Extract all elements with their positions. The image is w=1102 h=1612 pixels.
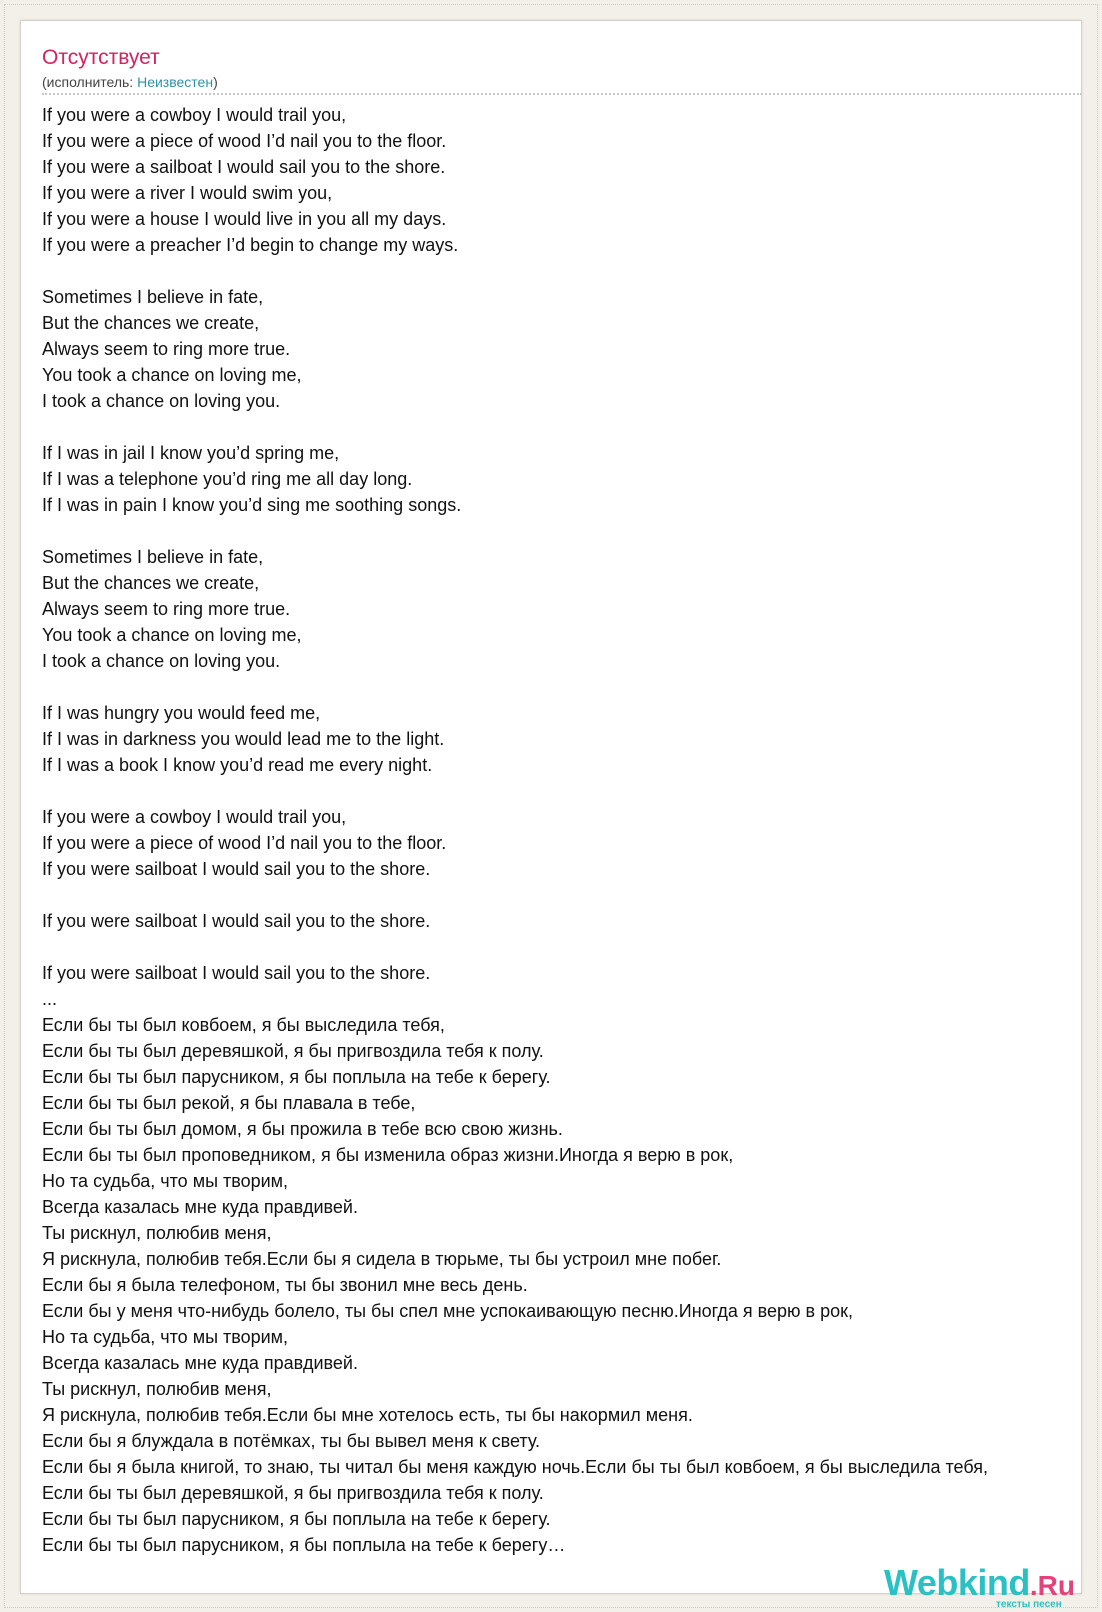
lyric-line: If you were a cowboy I would trail you, [42,807,347,827]
lyric-line: Ты рискнул, полюбив меня, [42,1223,272,1243]
artist-line [42,73,218,91]
lyric-line: Если бы я блуждала в потёмках, ты бы вывел меня к свету. [42,1431,541,1451]
lyric-line: But the chances we create, [42,573,260,593]
lyric-line: If I was in darkness you would lead me to the light. [42,729,445,749]
lyrics-text [42,102,1102,1558]
lyric-line: Всегда казалась мне куда правдивей. [42,1197,358,1217]
lyric-line: If you were a preacher I’d begin to change my ways. [42,235,459,255]
lyric-line: Always seem to ring more true. [42,599,291,619]
lyric-line: Но та судьба, что мы творим, [42,1327,289,1347]
lyric-line: Если бы я была книгой, то знаю, ты читал бы меня каждую ночь.Если бы ты был ковбоем, я бы выследила тебя, [42,1457,989,1477]
lyric-line: If you were a house I would live in you all my days. [42,209,447,229]
header-divider [42,93,1082,95]
lyric-line: Если бы ты был ковбоем, я бы выследила тебя, [42,1015,445,1035]
lyric-line: Всегда казалась мне куда правдивей. [42,1353,358,1373]
lyric-line: If you were sailboat I would sail you to the shore. [42,859,431,879]
lyric-line: If you were sailboat I would sail you to the shore. [42,911,431,931]
lyric-line: Если бы ты был рекой, я бы плавала в тебе, [42,1093,416,1113]
lyric-line: Sometimes I believe in fate, [42,547,264,567]
lyric-line: Ты рискнул, полюбив меня, [42,1379,272,1399]
song-title: Отсутствует [42,46,160,69]
lyric-line: If I was in pain I know you’d sing me soothing songs. [42,495,462,515]
logo-tagline: тексты песен [996,1599,1062,1610]
lyric-line: If you were a cowboy I would trail you, [42,105,347,125]
webkind-logo [884,1562,1074,1608]
artist-suffix: ) [213,74,218,90]
lyric-line: I took a chance on loving you. [42,391,281,411]
lyric-blank-line [42,778,1102,804]
lyric-line: If you were sailboat I would sail you to the shore. [42,963,431,983]
lyric-line: You took a chance on loving me, [42,625,302,645]
lyric-line: If you were a sailboat I would sail you to the shore. [42,157,446,177]
lyric-blank-line [42,674,1102,700]
lyric-line: Но та судьба, что мы творим, [42,1171,289,1191]
lyric-blank-line [42,518,1102,544]
lyric-line: Если бы ты был деревяшкой, я бы пригвоздила тебя к полу. [42,1483,544,1503]
lyric-line: Если бы я была телефоном, ты бы звонил мне весь день. [42,1275,528,1295]
lyric-blank-line [42,414,1102,440]
lyric-line: Sometimes I believe in fate, [42,287,264,307]
lyric-line: If I was hungry you would feed me, [42,703,321,723]
lyric-blank-line [42,882,1102,908]
lyric-line: ... [42,989,58,1009]
lyric-blank-line [42,934,1102,960]
lyric-line: Я рискнула, полюбив тебя.Если бы мне хотелось есть, ты бы накормил меня. [42,1405,693,1425]
lyric-line: Если бы у меня что-нибудь болело, ты бы спел мне успокаивающую песню.Иногда я верю в рок, [42,1301,854,1321]
artist-link[interactable]: Неизвестен [137,74,214,90]
lyric-line: Если бы ты был деревяшкой, я бы пригвоздила тебя к полу. [42,1041,544,1061]
lyric-line: You took a chance on loving me, [42,365,302,385]
lyric-line: Always seem to ring more true. [42,339,291,359]
logo-main-text: Webkind [884,1562,1030,1603]
lyric-line: If I was a book I know you’d read me every night. [42,755,433,775]
lyric-line: Если бы ты был проповедником, я бы изменила образ жизни.Иногда я верю в рок, [42,1145,734,1165]
lyrics-sheet [20,20,1082,1610]
lyric-line: Если бы ты был парусником, я бы поплыла на тебе к берегу. [42,1509,551,1529]
lyric-line: But the chances we create, [42,313,260,333]
artist-prefix: (исполнитель: [42,74,138,90]
lyric-line: Если бы ты был парусником, я бы поплыла на тебе к берегу. [42,1067,551,1087]
lyric-line: Я рискнула, полюбив тебя.Если бы я сидела в тюрьме, ты бы устроил мне побег. [42,1249,722,1269]
lyric-blank-line [42,258,1102,284]
lyric-line: If you were a piece of wood I’d nail you to the floor. [42,131,447,151]
lyric-line: If you were a river I would swim you, [42,183,333,203]
lyric-line: Если бы ты был парусником, я бы поплыла на тебе к берегу… [42,1535,566,1555]
logo-domain-suffix: .Ru [1029,1570,1075,1601]
lyric-line: If I was a telephone you’d ring me all day long. [42,469,413,489]
lyric-line: I took a chance on loving you. [42,651,281,671]
lyric-line: If you were a piece of wood I’d nail you to the floor. [42,833,447,853]
lyric-line: If I was in jail I know you’d spring me, [42,443,340,463]
logo-wordmark [884,1562,1075,1604]
lyric-line: Если бы ты был домом, я бы прожила в тебе всю свою жизнь. [42,1119,563,1139]
